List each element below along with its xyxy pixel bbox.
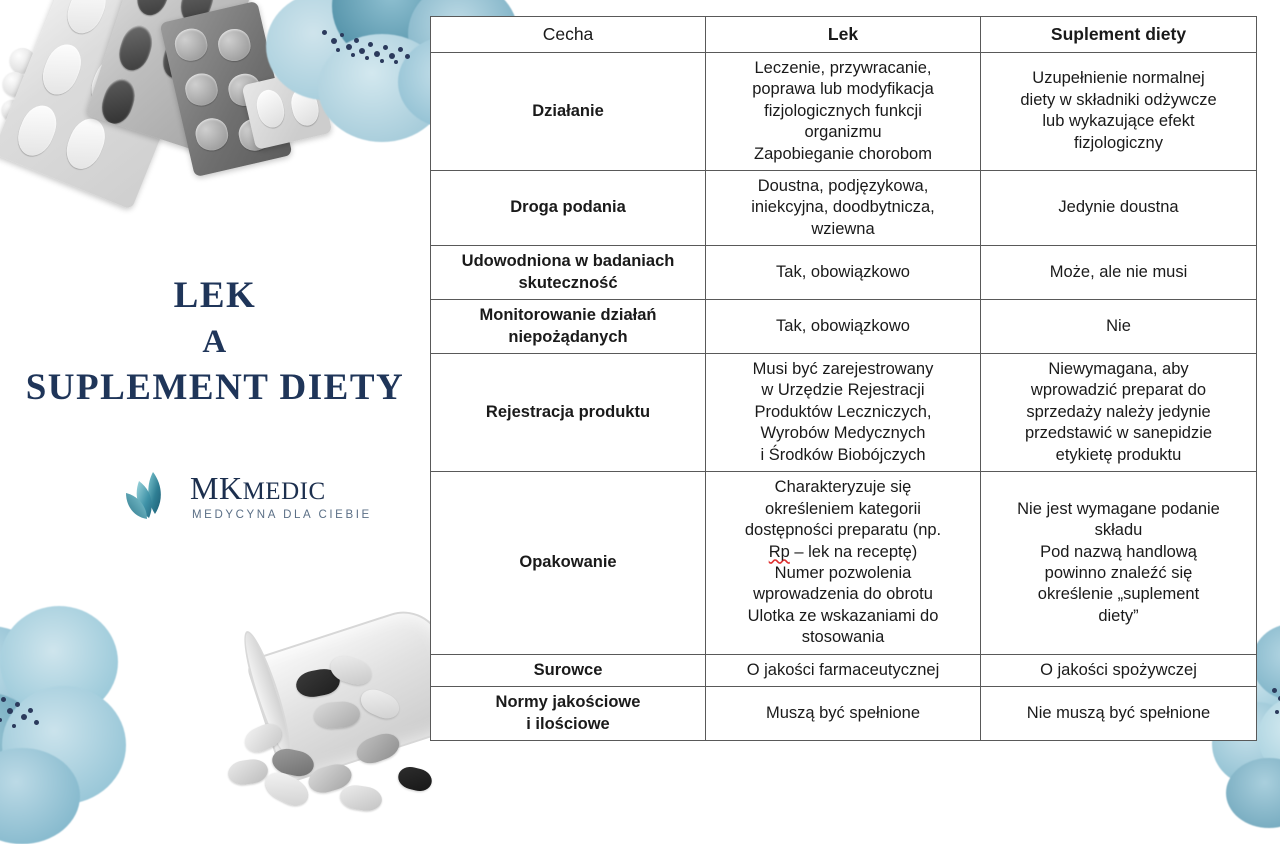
cell-supplement: [981, 300, 1257, 354]
mk-medic-leaf-mark-icon: [120, 468, 182, 524]
cell-feature: [431, 654, 706, 686]
table-row: [431, 472, 1257, 655]
brand-logo: [120, 466, 372, 538]
table-head: [431, 17, 1257, 53]
text-line: Musi być zarejestrowany: [752, 360, 934, 378]
cell-feature: [431, 300, 706, 354]
text-line: Rejestracja produktu: [485, 402, 651, 421]
text-line: Niewymagana, aby: [1048, 360, 1189, 378]
cell-drug: [706, 354, 981, 472]
cell-supplement: [981, 654, 1257, 686]
text-line: Rp – lek na receptę): [768, 542, 918, 561]
title-line-3: SUPLEMENT DIETY: [25, 367, 405, 409]
text-line: O jakości farmaceutycznej: [746, 660, 940, 679]
cell-text: [713, 58, 973, 165]
cell-text: [988, 703, 1249, 724]
cell-text: [438, 402, 698, 423]
title-line-2: A: [202, 323, 228, 360]
text-line: dostępności preparatu (np.: [744, 521, 942, 540]
cell-text: [713, 176, 973, 240]
table-row: [431, 52, 1257, 170]
cell-feature: [431, 354, 706, 472]
pill-jar-artwork: [210, 610, 440, 816]
cell-drug: [706, 687, 981, 741]
cell-supplement: [981, 472, 1257, 655]
text-line: lub wykazujące efekt: [1042, 112, 1195, 131]
table-row: [431, 246, 1257, 300]
comparison-table: [430, 16, 1257, 741]
text-line: określenie „suplement: [1037, 585, 1200, 604]
slide-title: [0, 272, 430, 413]
text-line: Udowodniona w badaniach: [461, 252, 675, 271]
table-row: [431, 300, 1257, 354]
brand-secondary: MEDIC: [242, 478, 326, 505]
cell-drug: [706, 300, 981, 354]
text-line: iniekcyjna, doodbytnicza,: [751, 198, 935, 217]
cell-text: [713, 477, 973, 649]
text-line: Droga podania: [510, 198, 626, 217]
text-line: Działanie: [532, 101, 604, 120]
text-line: Opakowanie: [519, 553, 617, 572]
cell-supplement: [981, 354, 1257, 472]
text-line: diety”: [1098, 606, 1139, 625]
text-line: Nie muszą być spełnione: [1026, 703, 1211, 722]
bottom-left-watercolor-flower: [0, 596, 170, 826]
cell-text: [438, 660, 698, 681]
cell-text: [988, 660, 1249, 681]
text-line: określeniem kategorii: [765, 499, 921, 518]
text-line: Normy jakościowe: [495, 693, 641, 712]
cell-text: [438, 552, 698, 573]
text-line: składu: [1094, 521, 1143, 540]
text-line: Jedynie doustna: [1058, 198, 1179, 217]
cell-feature: [431, 52, 706, 170]
brand-tagline: MEDYCYNA DLA CIEBIE: [192, 509, 372, 521]
cell-text: [988, 499, 1249, 628]
cell-drug: [706, 654, 981, 686]
cell-supplement: [981, 170, 1257, 245]
text-line: etykietę produktu: [1055, 445, 1182, 464]
text-line: Numer pozwolenia: [774, 563, 912, 582]
text-line: sprzedaży należy jedynie: [1026, 402, 1211, 421]
text-line: i ilościowe: [526, 714, 610, 733]
text-line: niepożądanych: [508, 327, 628, 346]
cell-drug: [706, 246, 981, 300]
cell-supplement: [981, 52, 1257, 170]
text-line: Tak, obowiązkowo: [776, 316, 910, 335]
text-line: powinno znaleźć się: [1044, 563, 1193, 582]
cell-text: [713, 660, 973, 681]
text-line: wprowadzenia do obrotu: [753, 585, 933, 604]
text-line: fizjologicznych funkcji: [764, 101, 922, 120]
text-line: Może, ale nie musi: [1049, 262, 1188, 281]
cell-text: [713, 703, 973, 724]
cell-supplement: [981, 246, 1257, 300]
cell-supplement: [981, 687, 1257, 741]
text-line: Wyrobów Medycznych: [760, 424, 926, 443]
cell-text: [713, 359, 973, 466]
text-line: Muszą być spełnione: [765, 703, 921, 722]
text-line: fizjologiczny: [1074, 133, 1163, 152]
text-line: Nie: [1106, 316, 1131, 335]
text-line: Charakteryzuje się: [774, 478, 912, 497]
cell-text: [713, 316, 973, 337]
table-row: [431, 687, 1257, 741]
cell-text: [988, 316, 1249, 337]
cell-feature: [431, 170, 706, 245]
text-line: Monitorowanie działań: [479, 306, 657, 325]
text-line: w Urzędzie Rejestracji: [761, 381, 925, 400]
title-line-1: LEK: [173, 275, 257, 316]
brand-wordmark: [190, 470, 326, 507]
column-header-supplement: Suplement diety: [981, 17, 1257, 53]
table-row: [431, 354, 1257, 472]
cell-feature: [431, 472, 706, 655]
text-line: O jakości spożywczej: [1040, 660, 1197, 679]
text-line: skuteczność: [518, 273, 618, 292]
brand-primary: MK: [190, 470, 243, 506]
text-line: wziewna: [811, 219, 875, 238]
cell-text: [438, 692, 698, 735]
text-line: Doustna, podjęzykowa,: [757, 176, 929, 195]
table-header-row: [431, 17, 1257, 53]
cell-text: [438, 197, 698, 218]
cell-feature: [431, 687, 706, 741]
cell-text: [438, 305, 698, 348]
text-line: diety w składniki odżywcze: [1020, 90, 1217, 109]
text-line: Pod nazwą handlową: [1040, 542, 1197, 561]
cell-text: [438, 101, 698, 122]
text-line: Produktów Leczniczych,: [754, 402, 932, 421]
text-line: poprawa lub modyfikacja: [752, 80, 934, 99]
text-line: Surowce: [533, 660, 603, 679]
text-line: Tak, obowiązkowo: [776, 262, 910, 281]
text-line: wprowadzić preparat do: [1030, 381, 1207, 400]
text-line: Zapobieganie chorobom: [754, 144, 932, 163]
cell-text: [988, 359, 1249, 466]
text-line: Leczenie, przywracanie,: [754, 58, 932, 77]
column-header-feature: Cecha: [431, 17, 706, 53]
cell-drug: [706, 170, 981, 245]
text-line: Uzupełnienie normalnej: [1032, 69, 1205, 88]
cell-text: [988, 262, 1249, 283]
text-line: Nie jest wymagane podanie: [1017, 499, 1220, 518]
text-line: i Środków Biobójczych: [760, 445, 926, 464]
table-row: [431, 654, 1257, 686]
cell-text: [713, 262, 973, 283]
cell-text: [438, 251, 698, 294]
spellcheck-underlined-word: Rp: [768, 542, 790, 561]
text-line: przedstawić w sanepidzie: [1024, 424, 1213, 443]
cell-text: [988, 197, 1249, 218]
cell-text: [988, 68, 1249, 154]
text-line: organizmu: [804, 123, 882, 142]
table-row: [431, 170, 1257, 245]
cell-feature: [431, 246, 706, 300]
text-line: Ulotka ze wskazaniami do: [747, 606, 939, 625]
cell-drug: [706, 52, 981, 170]
column-header-drug: Lek: [706, 17, 981, 53]
table-body: [431, 52, 1257, 740]
cell-drug: [706, 472, 981, 655]
text-line: stosowania: [801, 628, 885, 647]
